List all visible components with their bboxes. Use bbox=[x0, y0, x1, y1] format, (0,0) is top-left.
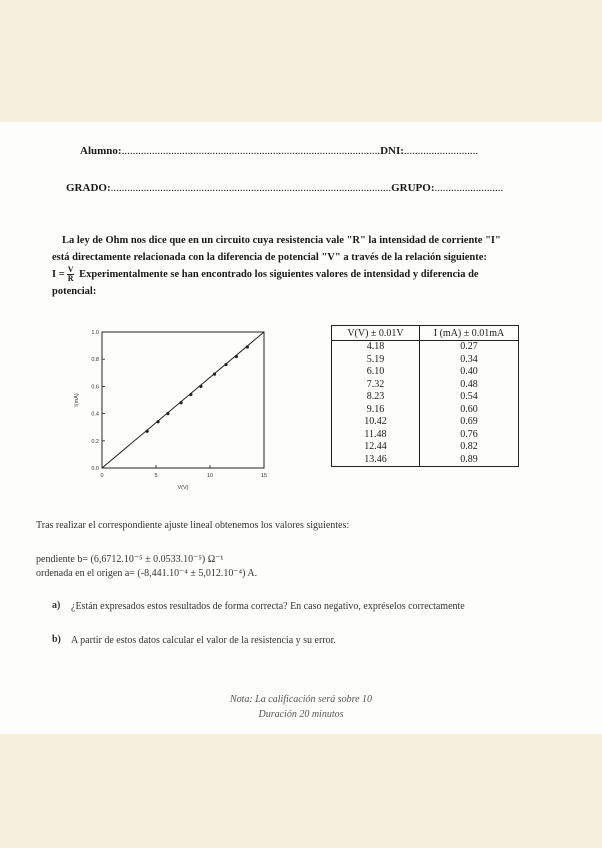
iv-chart bbox=[70, 322, 280, 494]
x-tick-label: 10 bbox=[206, 473, 214, 479]
table-row bbox=[332, 354, 519, 367]
data-point bbox=[179, 401, 182, 404]
cell-current: 0.89 bbox=[420, 454, 519, 467]
x-axis-label: V(V) bbox=[177, 485, 189, 491]
table-body bbox=[332, 341, 519, 467]
cell-current: 0.48 bbox=[420, 379, 519, 392]
intro-line-3 bbox=[52, 266, 552, 283]
table-row bbox=[332, 366, 519, 379]
y-tick-label: 0.0 bbox=[91, 466, 99, 472]
y-tick-label: 0.8 bbox=[91, 357, 99, 364]
y-axis-label: I(mA) bbox=[74, 393, 80, 407]
cell-current: 0.76 bbox=[420, 429, 519, 442]
data-point bbox=[213, 373, 216, 376]
cell-voltage: 5.19 bbox=[332, 354, 420, 367]
formula-numerator: V bbox=[67, 265, 74, 275]
table-row bbox=[332, 441, 519, 454]
x-tick-label: 0 bbox=[100, 473, 104, 479]
table-row bbox=[332, 341, 519, 354]
student-label: Alumno: bbox=[80, 145, 122, 157]
data-point bbox=[224, 363, 227, 366]
group-dots: ......................... bbox=[434, 182, 504, 194]
slope-line: pendiente b= (6,6712.10⁻⁵ ± 0.0533.10⁻⁵) Ω⁻¹ bbox=[36, 554, 224, 565]
x-tick-label: 5 bbox=[154, 473, 158, 479]
formula-fraction bbox=[67, 266, 75, 283]
intercept-line: ordenada en el origen a= (-8,441.10⁻⁴ ± 5,012.10⁻⁴) A. bbox=[36, 568, 258, 579]
y-tick-label: 1.0 bbox=[91, 330, 99, 336]
formula-lhs: I = bbox=[52, 269, 65, 280]
cell-voltage: 10.42 bbox=[332, 416, 420, 429]
student-field bbox=[80, 145, 478, 157]
note-grading: Nota: La calificación será sobre 10 bbox=[229, 694, 373, 705]
question-a bbox=[52, 600, 532, 630]
cell-current: 0.54 bbox=[420, 391, 519, 404]
cell-current: 0.82 bbox=[420, 441, 519, 454]
cell-current: 0.69 bbox=[420, 416, 519, 429]
dni-label: DNI: bbox=[380, 145, 404, 157]
grade-label: GRADO: bbox=[66, 182, 111, 194]
data-point bbox=[146, 430, 149, 433]
question-b bbox=[52, 634, 532, 650]
cell-voltage: 8.23 bbox=[332, 391, 420, 404]
y-tick-label: 0.6 bbox=[91, 384, 99, 391]
fit-line bbox=[102, 332, 264, 468]
question-a-text: ¿Están expresados estos resultados de forma correcta? En caso negativo, expréselos correctamente bbox=[71, 601, 465, 612]
question-b-text: A partir de estos datos calcular el valor de la resistencia y su error. bbox=[71, 635, 336, 646]
note-duration: Duración 20 minutos bbox=[258, 709, 344, 720]
dni-dots: ........................... bbox=[403, 145, 479, 157]
table-row bbox=[332, 379, 519, 392]
intro-paragraph bbox=[52, 232, 552, 300]
question-b-label: b) bbox=[52, 634, 61, 645]
intro-line-3-text: Experimentalmente se han encontrado los siguientes valores de intensidad y diferencia de bbox=[79, 269, 479, 280]
col-header-voltage: V(V) ± 0.01V bbox=[332, 326, 420, 341]
table-row bbox=[332, 391, 519, 404]
question-a-label: a) bbox=[52, 600, 61, 611]
y-tick-label: 0.4 bbox=[91, 411, 99, 418]
chart-layer bbox=[74, 330, 267, 491]
table-row bbox=[332, 429, 519, 442]
y-tick-label: 0.2 bbox=[91, 438, 99, 445]
cell-current: 0.27 bbox=[420, 341, 519, 354]
cell-current: 0.40 bbox=[420, 366, 519, 379]
intro-line-2: está directamente relacionada con la diferencia de potencial "V" a través de la relación siguiente: bbox=[52, 252, 487, 263]
cell-voltage: 4.18 bbox=[332, 341, 420, 354]
x-tick-label: 15 bbox=[260, 473, 268, 479]
group-label: GRUPO: bbox=[391, 182, 435, 194]
fit-intro: Tras realizar el correspondiente ajuste lineal obtenemos los valores siguientes: bbox=[36, 520, 350, 531]
intro-line-4: potencial: bbox=[52, 286, 97, 298]
data-point bbox=[189, 393, 192, 396]
cell-voltage: 9.16 bbox=[332, 404, 420, 417]
data-point bbox=[246, 345, 249, 348]
cell-current: 0.34 bbox=[420, 354, 519, 367]
grade-dots: ...................................................................................................... bbox=[110, 182, 392, 194]
data-point bbox=[156, 420, 159, 423]
student-dots: .............................................................................................. bbox=[121, 145, 381, 157]
data-point bbox=[166, 412, 169, 415]
table-row bbox=[332, 416, 519, 429]
cell-voltage: 11.48 bbox=[332, 429, 420, 442]
cell-voltage: 13.46 bbox=[332, 454, 420, 467]
grade-field bbox=[66, 182, 503, 194]
data-point bbox=[235, 355, 238, 358]
data-table bbox=[331, 325, 519, 467]
col-header-current: I (mA) ± 0.01mA bbox=[420, 326, 519, 341]
formula-denominator: R bbox=[67, 274, 74, 284]
intro-line-1: La ley de Ohm nos dice que en un circuito cuya resistencia vale "R" la intensidad de corriente "I" bbox=[62, 235, 501, 246]
cell-voltage: 7.32 bbox=[332, 379, 420, 392]
cell-voltage: 12.44 bbox=[332, 441, 420, 454]
table-row bbox=[332, 454, 519, 467]
table-row bbox=[332, 404, 519, 417]
cell-current: 0.60 bbox=[420, 404, 519, 417]
data-point bbox=[199, 385, 202, 388]
table-header-row bbox=[332, 326, 519, 341]
cell-voltage: 6.10 bbox=[332, 366, 420, 379]
